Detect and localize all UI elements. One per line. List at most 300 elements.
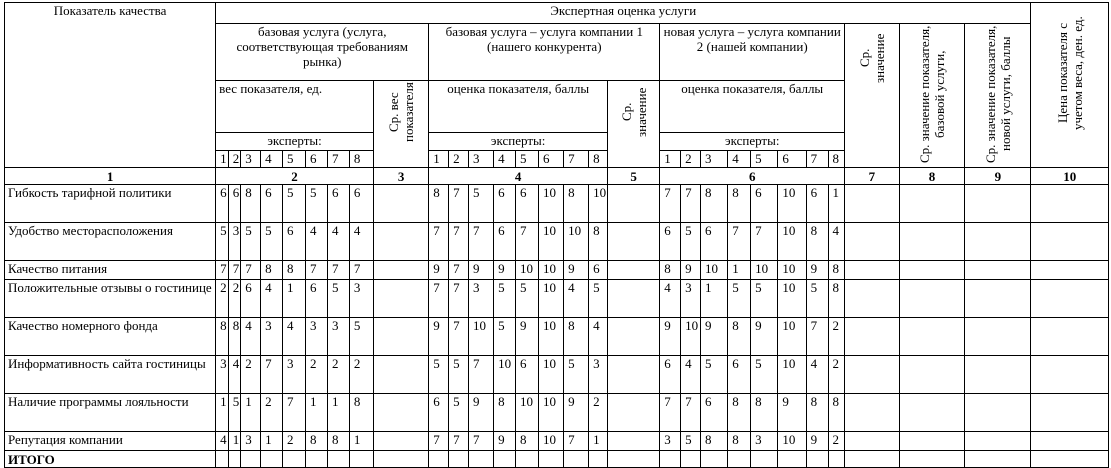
company-score: 8	[660, 261, 681, 280]
company-score: 5	[681, 223, 701, 261]
competitor-score: 5	[589, 280, 608, 318]
price-header: Цена показателя с учетом веса, ден. ед.	[1031, 3, 1109, 168]
weight-value: 1	[283, 280, 306, 318]
total-cell	[660, 451, 681, 468]
company-score: 10	[778, 280, 806, 318]
avg-value-cell-7	[845, 356, 899, 394]
competitor-score: 5	[469, 185, 494, 223]
base-market-header: базовая услуга (услуга, соответствующая требованиям рынка)	[216, 24, 429, 81]
total-cell	[701, 451, 728, 468]
avg-value-cell-5	[607, 261, 659, 280]
company-score: 8	[728, 394, 751, 432]
competitor-score: 7	[429, 223, 449, 261]
base-comp1-header: базовая услуга – услуга компании 1 (нашего конкурента)	[429, 24, 660, 81]
competitor-score: 9	[564, 261, 589, 280]
column-number: 3	[373, 168, 428, 185]
competitor-score: 10	[539, 394, 564, 432]
weight-value: 4	[306, 223, 328, 261]
weight-value: 7	[306, 261, 328, 280]
weight-value: 7	[228, 261, 241, 280]
total-cell	[681, 451, 701, 468]
weight-value: 7	[216, 261, 229, 280]
weight-value: 2	[241, 356, 261, 394]
expert-number: 7	[327, 151, 349, 168]
company-score: 4	[806, 356, 828, 394]
column-number: 5	[607, 168, 659, 185]
competitor-score: 8	[564, 185, 589, 223]
weight-value: 4	[228, 356, 241, 394]
expert-number: 8	[589, 151, 608, 168]
total-cell	[828, 451, 845, 468]
company-score: 7	[681, 185, 701, 223]
column-number: 6	[660, 168, 845, 185]
weight-value: 8	[327, 432, 349, 451]
indicator-name: Репутация компании	[5, 432, 216, 451]
column-number: 7	[845, 168, 899, 185]
avg-base-cell	[899, 394, 965, 432]
company-score: 2	[828, 318, 845, 356]
indicator-name: Качество питания	[5, 261, 216, 280]
company-score: 10	[778, 223, 806, 261]
company-score: 7	[660, 185, 681, 223]
company-score: 5	[728, 280, 751, 318]
competitor-score: 7	[429, 432, 449, 451]
weight-value: 3	[216, 356, 229, 394]
avg-base-cell	[899, 223, 965, 261]
weight-value: 3	[261, 318, 283, 356]
weight-value: 3	[349, 280, 373, 318]
weight-value: 7	[327, 261, 349, 280]
total-cell	[327, 451, 349, 468]
expert-number: 1	[660, 151, 681, 168]
weight-value: 1	[216, 394, 229, 432]
expert-number: 2	[228, 151, 241, 168]
competitor-score: 6	[516, 356, 539, 394]
company-score: 6	[701, 223, 728, 261]
total-cell	[539, 451, 564, 468]
company-score: 3	[681, 280, 701, 318]
avg-new-cell	[965, 185, 1031, 223]
price-cell	[1031, 223, 1109, 261]
weight-value: 6	[216, 185, 229, 223]
company-score: 8	[701, 432, 728, 451]
weight-value: 3	[327, 318, 349, 356]
company-score: 5	[681, 432, 701, 451]
experts-label-3: эксперты:	[660, 133, 845, 151]
company-score: 8	[806, 223, 828, 261]
competitor-score: 5	[516, 280, 539, 318]
competitor-score: 6	[516, 185, 539, 223]
weight-value: 4	[283, 318, 306, 356]
competitor-score: 3	[589, 356, 608, 394]
table-row	[5, 318, 1109, 356]
company-score: 6	[751, 185, 778, 223]
competitor-score: 7	[449, 318, 469, 356]
expert-number: 8	[828, 151, 845, 168]
weight-value: 8	[241, 185, 261, 223]
competitor-score: 6	[429, 394, 449, 432]
competitor-score: 9	[469, 394, 494, 432]
total-cell	[306, 451, 328, 468]
expert-number: 5	[516, 151, 539, 168]
competitor-score: 2	[589, 394, 608, 432]
company-score: 8	[728, 318, 751, 356]
column-number: 1	[5, 168, 216, 185]
company-score: 5	[751, 280, 778, 318]
company-score: 9	[806, 432, 828, 451]
total-cell	[516, 451, 539, 468]
competitor-score: 8	[494, 394, 516, 432]
company-score: 10	[778, 356, 806, 394]
weight-value: 8	[228, 318, 241, 356]
weight-value: 2	[349, 356, 373, 394]
competitor-score: 10	[564, 223, 589, 261]
expert-number: 6	[306, 151, 328, 168]
weight-value: 3	[241, 432, 261, 451]
avg-weight-cell	[373, 432, 428, 451]
expert-number: 4	[728, 151, 751, 168]
competitor-score: 9	[469, 261, 494, 280]
column-number: 4	[429, 168, 608, 185]
weight-value: 2	[306, 356, 328, 394]
expert-number: 1	[216, 151, 229, 168]
company-score: 8	[806, 394, 828, 432]
table-row	[5, 432, 1109, 451]
weight-value: 1	[349, 432, 373, 451]
competitor-score: 7	[449, 185, 469, 223]
weight-value: 8	[216, 318, 229, 356]
avg-new-cell	[965, 432, 1031, 451]
competitor-score: 7	[449, 261, 469, 280]
weight-value: 3	[228, 223, 241, 261]
competitor-score: 5	[449, 356, 469, 394]
total-row	[5, 451, 1109, 468]
competitor-score: 5	[494, 280, 516, 318]
total-cell	[751, 451, 778, 468]
expert-number: 7	[564, 151, 589, 168]
company-score: 8	[701, 185, 728, 223]
competitor-score: 8	[564, 318, 589, 356]
price-cell	[1031, 280, 1109, 318]
total-label: ИТОГО	[5, 451, 216, 468]
expert-number: 3	[469, 151, 494, 168]
table-row	[5, 280, 1109, 318]
weight-value: 7	[349, 261, 373, 280]
weight-value: 4	[216, 432, 229, 451]
competitor-score: 9	[494, 261, 516, 280]
total-cell	[845, 451, 899, 468]
total-cell	[1031, 451, 1109, 468]
price-cell	[1031, 318, 1109, 356]
company-score: 10	[778, 185, 806, 223]
competitor-score: 9	[429, 261, 449, 280]
company-score: 7	[728, 223, 751, 261]
avg-weight-cell	[373, 356, 428, 394]
weight-value: 8	[261, 261, 283, 280]
total-cell	[261, 451, 283, 468]
expert-number: 3	[241, 151, 261, 168]
competitor-score: 5	[429, 356, 449, 394]
competitor-score: 7	[564, 432, 589, 451]
total-cell	[494, 451, 516, 468]
indicator-name: Удобство месторасположения	[5, 223, 216, 261]
total-cell	[349, 451, 373, 468]
weight-value: 6	[306, 280, 328, 318]
company-score: 9	[806, 261, 828, 280]
price-cell	[1031, 356, 1109, 394]
company-score: 6	[660, 356, 681, 394]
indicator-header: Показатель качества	[5, 3, 216, 168]
total-cell	[373, 451, 428, 468]
competitor-score: 7	[429, 280, 449, 318]
avg-value-cell-5	[607, 356, 659, 394]
avg-base-cell	[899, 356, 965, 394]
company-score: 7	[660, 394, 681, 432]
company-score: 4	[660, 280, 681, 318]
indicator-name: Наличие программы лояльности	[5, 394, 216, 432]
company-score: 10	[751, 261, 778, 280]
competitor-score: 10	[539, 185, 564, 223]
company-score: 6	[728, 356, 751, 394]
company-score: 9	[778, 394, 806, 432]
weight-value: 5	[228, 394, 241, 432]
company-score: 10	[778, 432, 806, 451]
expert-number: 5	[751, 151, 778, 168]
column-number: 10	[1031, 168, 1109, 185]
competitor-score: 5	[564, 356, 589, 394]
total-cell	[589, 451, 608, 468]
competitor-score: 5	[449, 394, 469, 432]
weight-value: 3	[283, 356, 306, 394]
expert-number: 6	[778, 151, 806, 168]
competitor-score: 4	[564, 280, 589, 318]
weight-value: 4	[349, 223, 373, 261]
competitor-score: 10	[494, 356, 516, 394]
company-score: 1	[701, 280, 728, 318]
weight-value: 7	[283, 394, 306, 432]
competitor-score: 7	[469, 223, 494, 261]
company-score: 3	[751, 432, 778, 451]
column-number: 9	[965, 168, 1031, 185]
total-cell	[806, 451, 828, 468]
company-score: 3	[660, 432, 681, 451]
column-number: 2	[216, 168, 374, 185]
competitor-score: 10	[539, 318, 564, 356]
weight-value: 1	[228, 432, 241, 451]
weight-value: 2	[261, 394, 283, 432]
avg-weight-cell	[373, 394, 428, 432]
avg-value-cell-7	[845, 394, 899, 432]
competitor-score: 7	[469, 356, 494, 394]
expert-number: 2	[449, 151, 469, 168]
weight-value: 6	[327, 185, 349, 223]
weight-value: 2	[283, 432, 306, 451]
expert-number: 4	[494, 151, 516, 168]
company-score: 2	[828, 432, 845, 451]
competitor-score: 7	[516, 223, 539, 261]
weight-value: 5	[349, 318, 373, 356]
weight-value: 6	[241, 280, 261, 318]
weight-value: 2	[327, 356, 349, 394]
column-number: 8	[899, 168, 965, 185]
company-score: 9	[751, 318, 778, 356]
competitor-score: 5	[494, 318, 516, 356]
table-row	[5, 394, 1109, 432]
score-header-2: оценка показателя, баллы	[660, 81, 845, 133]
competitor-score: 3	[469, 280, 494, 318]
avg-value-cell-7	[845, 318, 899, 356]
total-cell	[899, 451, 965, 468]
avg-new-header: Ср. значение показателя, новой услуги, баллы	[965, 24, 1031, 168]
competitor-score: 6	[494, 185, 516, 223]
avg-base-cell	[899, 432, 965, 451]
company-score: 5	[751, 356, 778, 394]
competitor-score: 9	[429, 318, 449, 356]
expert-number: 6	[539, 151, 564, 168]
avg-new-cell	[965, 261, 1031, 280]
weight-value: 8	[283, 261, 306, 280]
avg-value-cell-7	[845, 280, 899, 318]
company-score: 5	[806, 280, 828, 318]
weight-value: 8	[349, 394, 373, 432]
experts-label-1: эксперты:	[216, 133, 374, 151]
weight-value: 5	[327, 280, 349, 318]
avg-weight-cell	[373, 185, 428, 223]
avg-base-cell	[899, 280, 965, 318]
total-cell	[449, 451, 469, 468]
avg-weight-cell	[373, 280, 428, 318]
total-cell	[728, 451, 751, 468]
total-cell	[283, 451, 306, 468]
company-score: 9	[681, 261, 701, 280]
competitor-score: 7	[449, 432, 469, 451]
table-row	[5, 223, 1109, 261]
company-score: 5	[701, 356, 728, 394]
total-cell	[216, 451, 229, 468]
weight-value: 2	[228, 280, 241, 318]
avg-weight-cell	[373, 223, 428, 261]
company-score: 9	[660, 318, 681, 356]
competitor-score: 10	[589, 185, 608, 223]
quality-table	[4, 2, 1109, 468]
weight-value: 7	[261, 356, 283, 394]
competitor-score: 7	[449, 223, 469, 261]
company-score: 8	[828, 394, 845, 432]
avg-weight-cell	[373, 261, 428, 280]
total-cell	[607, 451, 659, 468]
competitor-score: 8	[429, 185, 449, 223]
avg-base-cell	[899, 261, 965, 280]
expert-number: 2	[681, 151, 701, 168]
weight-value: 6	[283, 223, 306, 261]
indicator-name: Информативность сайта гостиницы	[5, 356, 216, 394]
company-score: 10	[778, 318, 806, 356]
competitor-score: 6	[494, 223, 516, 261]
company-score: 8	[728, 432, 751, 451]
avg-new-cell	[965, 318, 1031, 356]
avg-value-cell-5	[607, 318, 659, 356]
weight-value: 7	[241, 261, 261, 280]
company-score: 10	[778, 261, 806, 280]
competitor-score: 10	[539, 432, 564, 451]
total-cell	[228, 451, 241, 468]
competitor-score: 7	[469, 432, 494, 451]
indicator-name: Положительные отзывы о гостинице	[5, 280, 216, 318]
indicator-name: Качество номерного фонда	[5, 318, 216, 356]
new-comp2-header: новая услуга – услуга компании 2 (нашей компании)	[660, 24, 845, 81]
company-score: 8	[728, 185, 751, 223]
company-score: 7	[681, 394, 701, 432]
company-score: 1	[728, 261, 751, 280]
weight-value: 1	[241, 394, 261, 432]
expert-number: 5	[283, 151, 306, 168]
expert-number: 4	[261, 151, 283, 168]
total-cell	[965, 451, 1031, 468]
price-cell	[1031, 185, 1109, 223]
company-score: 4	[828, 223, 845, 261]
company-score: 8	[828, 280, 845, 318]
company-score: 8	[751, 394, 778, 432]
table-row	[5, 185, 1109, 223]
competitor-score: 4	[589, 318, 608, 356]
avg-new-cell	[965, 394, 1031, 432]
score-header-1: оценка показателя, баллы	[429, 81, 608, 133]
competitor-score: 9	[494, 432, 516, 451]
total-cell	[778, 451, 806, 468]
competitor-score: 10	[539, 280, 564, 318]
price-cell	[1031, 261, 1109, 280]
company-score: 4	[681, 356, 701, 394]
expert-number: 1	[429, 151, 449, 168]
avg-base-header: Ср. значение показателя, базовой услуги,	[899, 24, 965, 168]
avg-new-cell	[965, 280, 1031, 318]
competitor-score: 8	[589, 223, 608, 261]
avg-value-cell-7	[845, 261, 899, 280]
expert-number: 3	[701, 151, 728, 168]
table-row	[5, 356, 1109, 394]
weight-value: 5	[306, 185, 328, 223]
competitor-score: 10	[516, 394, 539, 432]
avg-value-cell-5	[607, 223, 659, 261]
company-score: 9	[701, 318, 728, 356]
competitor-score: 7	[449, 280, 469, 318]
weight-value: 3	[306, 318, 328, 356]
company-score: 8	[828, 261, 845, 280]
avg-new-cell	[965, 223, 1031, 261]
avg-value-cell-7	[845, 185, 899, 223]
avg-value-header-7: Ср. значение	[845, 24, 899, 168]
price-cell	[1031, 432, 1109, 451]
expert-number: 8	[349, 151, 373, 168]
avg-base-cell	[899, 318, 965, 356]
price-cell	[1031, 394, 1109, 432]
avg-value-cell-5	[607, 432, 659, 451]
avg-value-cell-5	[607, 185, 659, 223]
weight-value: 1	[306, 394, 328, 432]
weight-value: 8	[306, 432, 328, 451]
weight-value: 5	[216, 223, 229, 261]
avg-weight-cell	[373, 318, 428, 356]
indicator-name: Гибкость тарифной политики	[5, 185, 216, 223]
weight-value: 5	[261, 223, 283, 261]
competitor-score: 10	[539, 223, 564, 261]
expert-number: 7	[806, 151, 828, 168]
competitor-score: 10	[516, 261, 539, 280]
experts-label-2: эксперты:	[429, 133, 608, 151]
company-score: 1	[828, 185, 845, 223]
company-score: 10	[701, 261, 728, 280]
avg-value-cell-7	[845, 432, 899, 451]
